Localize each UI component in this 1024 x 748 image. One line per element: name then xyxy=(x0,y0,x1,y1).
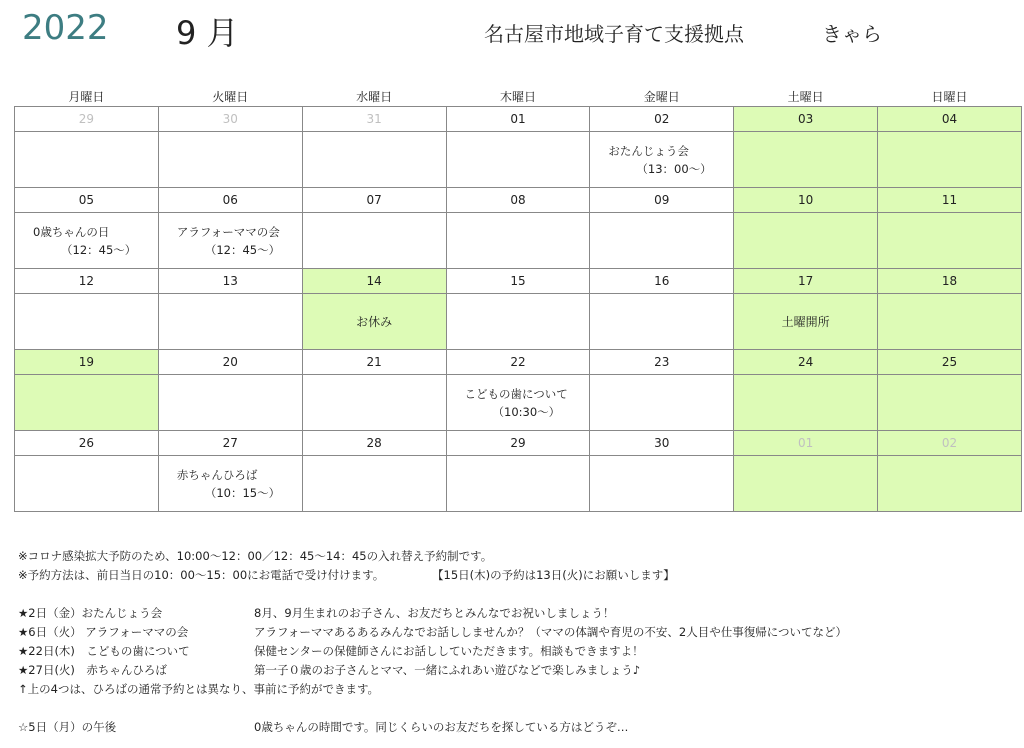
date-cell: 13 xyxy=(158,269,302,294)
event-label: お休み xyxy=(356,315,393,329)
event-label: おたんじょう会 （13：00～） xyxy=(608,143,712,176)
date-cell: 29 xyxy=(446,431,590,456)
weekday-label: 日曜日 xyxy=(931,89,968,104)
event-desc: 保健センターの保健師さんにお話ししていただきます。相談もできますよ！ xyxy=(254,644,644,658)
event-cell xyxy=(878,456,1022,512)
date-cell: 30 xyxy=(590,431,734,456)
event-row xyxy=(15,132,1022,188)
event-cell xyxy=(302,132,446,188)
event-cell xyxy=(590,213,734,269)
weekday-label: 火曜日 xyxy=(212,89,249,104)
date-cell: 29 xyxy=(15,107,159,132)
date-cell: 14 xyxy=(302,269,446,294)
date-cell: 12 xyxy=(15,269,159,294)
date-cell: 27 xyxy=(158,431,302,456)
event-cell xyxy=(158,213,302,269)
event-cell xyxy=(446,456,590,512)
year: 2022 xyxy=(22,8,109,48)
event-cell xyxy=(878,132,1022,188)
date-cell: 31 xyxy=(302,107,446,132)
event-cell xyxy=(446,213,590,269)
event-title: ★2日（金）おたんじょう会 xyxy=(18,606,163,620)
event-cell xyxy=(302,375,446,431)
date-cell: 04 xyxy=(878,107,1022,132)
date-cell: 22 xyxy=(446,350,590,375)
date-row xyxy=(15,269,1022,294)
event-desc: 8月、9月生まれのお子さん、お友だちとみんなでお祝いしましょう！ xyxy=(254,606,615,620)
org-title: 名古屋市地域子育て支援拠点 xyxy=(484,22,744,46)
note-line: ※予約方法は、前日当日の10：00～15：00にお電話で受け付けます。 xyxy=(18,568,385,582)
date-cell: 07 xyxy=(302,188,446,213)
event-cell xyxy=(158,456,302,512)
event-title: ☆5日（月）の午後 xyxy=(18,720,117,734)
note-line: ↑上の4つは、ひろばの通常予約とは異なり、事前に予約ができます。 xyxy=(18,682,380,696)
weekday-label: 土曜日 xyxy=(787,89,824,104)
event-cell xyxy=(15,375,159,431)
date-cell: 01 xyxy=(446,107,590,132)
event-label: アラフォーママの会 （12：45～） xyxy=(176,224,281,257)
event-cell xyxy=(446,375,590,431)
date-cell: 06 xyxy=(158,188,302,213)
event-cell xyxy=(302,294,446,350)
event-row xyxy=(15,294,1022,350)
date-cell: 20 xyxy=(158,350,302,375)
weekday-label: 水曜日 xyxy=(356,89,393,104)
note-line: 【15日(木)の予約は13日(火)にお願いします】 xyxy=(432,568,675,582)
weekday-label: 月曜日 xyxy=(68,89,105,104)
date-cell: 11 xyxy=(878,188,1022,213)
event-cell xyxy=(590,375,734,431)
date-cell: 23 xyxy=(590,350,734,375)
date-row xyxy=(15,431,1022,456)
event-cell xyxy=(878,375,1022,431)
event-cell xyxy=(446,294,590,350)
event-desc: アラフォーママあるあるみんなでお話ししませんか？（ママの体調や育児の不安、2人目や仕事復帰についてなど） xyxy=(254,625,848,639)
date-cell: 30 xyxy=(158,107,302,132)
event-desc: 第一子０歳のお子さんとママ、一緒にふれあい遊びなどで楽しみましょう♪ xyxy=(254,663,641,677)
date-cell: 17 xyxy=(734,269,878,294)
event-cell xyxy=(734,456,878,512)
event-cell xyxy=(15,456,159,512)
notes xyxy=(18,547,848,737)
event-cell xyxy=(734,132,878,188)
date-row xyxy=(15,107,1022,132)
date-cell: 15 xyxy=(446,269,590,294)
event-row xyxy=(15,213,1022,269)
note-line: ※コロナ感染拡大予防のため、10:00～12：00／12：45～14：45の入れ替え予約制です。 xyxy=(18,549,493,563)
date-row xyxy=(15,188,1022,213)
event-cell xyxy=(590,132,734,188)
event-title: ★22日(木) こどもの歯について xyxy=(18,644,190,658)
event-cell xyxy=(734,294,878,350)
date-cell: 02 xyxy=(590,107,734,132)
date-cell: 09 xyxy=(590,188,734,213)
org-name: きゃら xyxy=(822,22,882,46)
weekday-label: 木曜日 xyxy=(499,89,536,104)
weekday-label: 金曜日 xyxy=(643,89,680,104)
event-title: ★27日(火) 赤ちゃんひろば xyxy=(18,663,167,677)
event-cell xyxy=(734,213,878,269)
date-cell: 18 xyxy=(878,269,1022,294)
event-cell xyxy=(15,213,159,269)
date-row xyxy=(15,350,1022,375)
event-cell xyxy=(734,375,878,431)
event-cell xyxy=(158,375,302,431)
event-title: ★6日（火） アラフォーママの会 xyxy=(18,625,189,639)
event-cell xyxy=(878,294,1022,350)
event-cell xyxy=(302,456,446,512)
date-cell: 02 xyxy=(878,431,1022,456)
date-cell: 26 xyxy=(15,431,159,456)
event-desc: 0歳ちゃんの時間です。同じくらいのお友だちを探している方はどうぞ… xyxy=(254,720,629,734)
event-label: 赤ちゃんひろば （10：15～） xyxy=(176,467,281,500)
event-label: こどもの歯について （10:30～） xyxy=(464,386,568,419)
calendar xyxy=(14,86,1022,512)
date-cell: 28 xyxy=(302,431,446,456)
event-cell xyxy=(590,456,734,512)
event-label: 0歳ちゃんの日 （12：45～） xyxy=(33,224,137,257)
date-cell: 08 xyxy=(446,188,590,213)
month: 9 月 xyxy=(176,14,239,52)
date-cell: 19 xyxy=(15,350,159,375)
event-cell xyxy=(302,213,446,269)
date-cell: 03 xyxy=(734,107,878,132)
date-cell: 16 xyxy=(590,269,734,294)
date-cell: 21 xyxy=(302,350,446,375)
event-row xyxy=(15,456,1022,512)
event-cell xyxy=(590,294,734,350)
date-cell: 10 xyxy=(734,188,878,213)
event-cell xyxy=(158,132,302,188)
date-cell: 25 xyxy=(878,350,1022,375)
date-cell: 01 xyxy=(734,431,878,456)
event-cell xyxy=(158,294,302,350)
event-label: 土曜開所 xyxy=(781,315,830,329)
event-cell xyxy=(446,132,590,188)
event-cell xyxy=(878,213,1022,269)
event-row xyxy=(15,375,1022,431)
weekday-header xyxy=(15,86,1022,107)
event-cell xyxy=(15,132,159,188)
date-cell: 05 xyxy=(15,188,159,213)
event-cell xyxy=(15,294,159,350)
date-cell: 24 xyxy=(734,350,878,375)
